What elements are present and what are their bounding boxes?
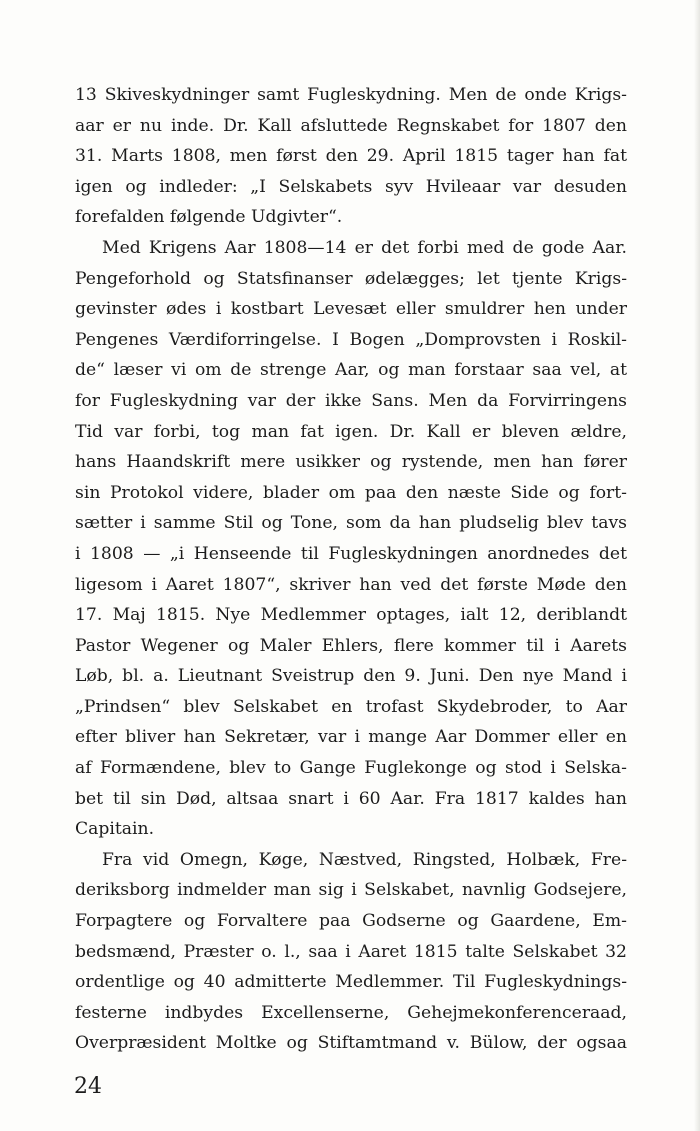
text-line: ligesom i Aaret 1807“, skriver han ved det første Møde den bbox=[75, 574, 627, 595]
text-line: bet til sin Død, altsaa snart i 60 Aar. Fra 1817 kaldes han bbox=[75, 788, 627, 809]
page-edge bbox=[694, 0, 700, 1131]
page-number: 24 bbox=[74, 1074, 102, 1099]
text-line: af Formændene, blev to Gange Fuglekonge og stod i Selska- bbox=[75, 758, 627, 779]
text-line: Overpræsident Moltke og Stiftamtmand v. Bülow, der ogsaa bbox=[75, 1033, 627, 1054]
text-line: igen og indleder: „I Selskabets syv Hvileaar var desuden bbox=[75, 176, 627, 197]
text-line: efter bliver han Sekretær, var i mange Aar Dommer eller en bbox=[75, 727, 627, 748]
text-line: forefalden følgende Udgivter“. bbox=[75, 207, 343, 228]
text-line: bedsmænd, Præster o. l., saa i Aaret 1815 talte Selskabet 32 bbox=[75, 941, 627, 962]
text-line: ordentlige og 40 admitterte Medlemmer. Til Fugleskydnings- bbox=[75, 972, 627, 993]
paragraph-2 bbox=[75, 233, 627, 845]
text-line: Pengeforhold og Statsfinanser ødelægges; let tjente Krigs- bbox=[75, 268, 627, 289]
text-line: „Prindsen“ blev Selskabet en trofast Skydebroder, to Aar bbox=[75, 696, 627, 717]
body-text bbox=[75, 80, 627, 1059]
text-line: 31. Marts 1808, men først den 29. April 1815 tager han fat bbox=[75, 146, 627, 167]
paragraph-3 bbox=[75, 845, 627, 1059]
text-line: festerne indbydes Excellenserne, Gehejmekonferenceraad, bbox=[75, 1002, 627, 1023]
text-line: Pengenes Værdiforringelse. I Bogen „Domprovsten i Roskil- bbox=[75, 329, 627, 350]
text-line: Med Krigens Aar 1808—14 er det forbi med de gode Aar. bbox=[102, 237, 627, 258]
text-line: aar er nu inde. Dr. Kall afsluttede Regnskabet for 1807 den bbox=[75, 115, 627, 136]
text-line: Løb, bl. a. Lieutnant Sveistrup den 9. Juni. Den nye Mand i bbox=[75, 666, 627, 687]
text-line: i 1808 — „i Henseende til Fugleskydningen anordnedes det bbox=[75, 543, 627, 564]
text-line: deriksborg indmelder man sig i Selskabet, navnlig Godsejere, bbox=[75, 880, 627, 901]
text-line: hans Haandskrift mere usikker og rystende, men han fører bbox=[75, 452, 627, 473]
paragraph-1 bbox=[75, 80, 627, 233]
text-line: Fra vid Omegn, Køge, Næstved, Ringsted, Holbæk, Fre- bbox=[102, 849, 627, 870]
text-line: Forpagtere og Forvaltere paa Godserne og Gaardene, Em- bbox=[75, 911, 627, 932]
text-line: de“ læser vi om de strenge Aar, og man forstaar saa vel, at bbox=[75, 360, 627, 381]
text-line: sætter i samme Stil og Tone, som da han pludselig blev tavs bbox=[75, 513, 627, 534]
text-line: gevinster ødes i kostbart Levesæt eller smuldrer hen under bbox=[75, 299, 627, 320]
text-line: Tid var forbi, tog man fat igen. Dr. Kall er bleven ældre, bbox=[75, 421, 627, 442]
text-line: 17. Maj 1815. Nye Medlemmer optages, ialt 12, deriblandt bbox=[75, 605, 627, 626]
text-line: Pastor Wegener og Maler Ehlers, flere kommer til i Aarets bbox=[75, 635, 627, 656]
text-line: Capitain. bbox=[75, 819, 155, 840]
text-line: sin Protokol videre, blader om paa den næste Side og fort- bbox=[75, 482, 627, 503]
text-line: 13 Skiveskydninger samt Fugleskydning. Men de onde Krigs- bbox=[75, 85, 627, 105]
text-line: for Fugleskydning var der ikke Sans. Men da Forvirringens bbox=[75, 390, 627, 411]
